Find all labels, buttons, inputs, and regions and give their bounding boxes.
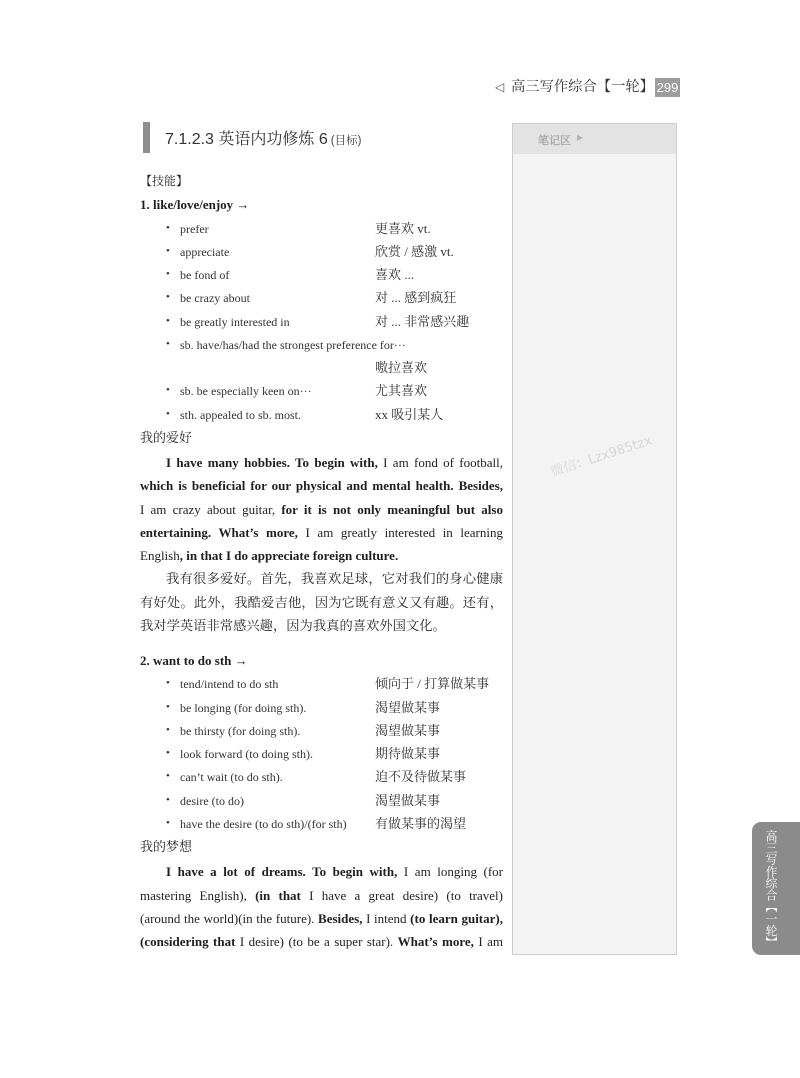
phrase-english: look forward (to doing sth). [180,747,313,761]
essay-line [140,451,503,474]
notes-label: 笔记区 [538,135,571,147]
bullet-icon [166,379,170,402]
essay-line [140,474,503,497]
phrase-english: prefer [180,221,209,236]
phrase-list [140,672,503,835]
essay-segment: which is beneficial for our physical and mental health. Besides, [140,478,503,494]
group-heading: 2. want to do sth → [140,653,248,668]
phrase-chinese: 渴望做某事 [375,699,441,715]
phrase-english: desire (to do) [180,793,244,808]
phrase-item [140,217,503,240]
essay-segment: I have many hobbies. To begin with, [166,455,378,470]
chapter-side-tab [752,822,800,955]
bullet-icon [166,742,170,765]
essay-segment: for it is not only meaningful but also [275,501,503,517]
bullet-icon [166,672,170,695]
essay-segment: mastering English), [140,887,256,903]
phrase-english: appreciate [180,244,230,259]
essay-line [140,907,503,930]
essay-line [140,498,503,521]
phrase-item [140,719,503,742]
phrase-chinese: 对 ... 感到疯狂 [375,290,457,306]
essay-segment: Besides, [318,910,363,926]
bullet-icon [166,333,170,356]
essay-segment: I am longing (for [397,864,504,880]
phrase-chinese: 尤其喜欢 [375,383,428,399]
page-number: 299 [656,80,679,95]
phrase-chinese: 倾向于 / 打算做某事 [375,676,490,692]
section-tag: (目标) [330,135,362,147]
phrase-item [140,789,503,812]
phrase-item [140,379,503,402]
phrase-group [140,193,503,637]
side-tab-label: 高三写作综合【一轮】 [764,830,778,948]
phrase-english: be thirsty (for doing sth). [180,723,301,738]
essay-line [140,884,503,907]
essay-title: 我的爱好 [140,429,193,445]
phrase-english: sth. appealed to sb. most. [180,407,301,422]
essay-title: 我的梦想 [140,839,193,854]
phrase-item [140,696,503,719]
phrase-item [140,240,503,263]
phrase-chinese: 喜欢 ... [375,267,415,282]
phrase-english: be crazy about [180,291,250,306]
essay-segment: I am [473,934,504,949]
bullet-icon [166,719,170,742]
group-heading: 1. like/love/enjoy → [140,197,250,213]
essay-segment: I have a great desire) (to travel) [300,887,503,903]
essay-segment: (around the world)(in the future). [140,910,319,926]
essay-segment: English [140,548,180,563]
phrase-item [140,310,503,333]
phrase-chinese: 期待做某事 [375,746,441,761]
bullet-icon [166,789,170,812]
phrase-chinese: 嗷拉喜欢 [375,360,428,375]
skills-label: 【技能】 [140,174,189,188]
phrase-chinese: xx 吸引某人 [375,406,444,422]
phrase-english: be longing (for doing sth). [180,700,307,715]
phrase-chinese: 更喜欢 vt. [375,220,431,236]
bullet-icon [166,696,170,719]
watermark: 微信：Lzx985tzx [549,433,654,481]
essay-segment: I have a lot of dreams. To begin with, [166,864,398,880]
notes-panel-header [513,124,676,154]
section-marker-bar [143,122,150,153]
notes-panel [512,123,677,955]
phrase-item [140,812,503,835]
bullet-icon [166,403,170,426]
section-heading [165,127,361,153]
essay-segment: (in that [255,887,301,903]
essay-segment: (to learn guitar), [410,910,503,926]
phrase-english: sb. have/has/had the strongest preference for··· [180,337,406,352]
essay-segment: I am greatly interested in learning [297,524,503,540]
essay-segment: , in that I do appreciate foreign culture. [179,548,399,563]
bullet-icon [166,812,170,835]
triangle-left-icon [495,78,509,97]
phrase-chinese: 渴望做某事 [375,792,441,808]
phrase-english: be greatly interested in [180,314,290,329]
essay-segment: I desire) (to be a super star). [235,934,398,949]
phrase-english: sb. be especially keen on··· [180,384,312,399]
bullet-icon [166,765,170,788]
phrase-chinese: 对 ... 非常感兴趣 [375,313,470,329]
phrase-group [140,649,503,953]
essay-line [140,544,503,567]
bullet-icon [166,286,170,309]
essay-segment: (considering that [140,934,236,949]
bullet-icon [166,217,170,240]
phrase-item-continuation [140,356,503,379]
phrase-chinese: 欣赏 / 感激 vt. [375,243,454,259]
essay-segment: I am fond of football, [377,455,503,470]
essay-segment: What’s more, [397,934,474,949]
phrase-item [140,403,503,426]
phrase-item [140,765,503,788]
running-header-title: 高三写作综合【一轮】 [511,79,654,95]
phrase-english: have the desire (to do sth)/(for sth) [180,816,347,831]
essay-translation: 我有很多爱好。首先，我喜欢足球，它对我们的身心健康有好处。此外，我酷爱吉他，因为它既有意义又有趣。还有，我对学英语非常感兴趣，因为我真的喜欢外国文化。 [140,571,503,633]
essay-segment: I intend [362,910,411,926]
phrase-item [140,286,503,309]
essay-paragraph [140,451,503,567]
essay-line [140,860,503,883]
phrase-item [140,672,503,695]
bullet-icon [166,240,170,263]
essay-paragraph [140,860,503,953]
essay-segment: entertaining. What’s more, [140,524,298,540]
phrase-item [140,333,503,356]
essay-line [140,521,503,544]
section-title: 7.1.2.3 英语内功修炼 6 [165,131,328,148]
bullet-icon [166,310,170,333]
phrase-item [140,742,503,765]
phrase-chinese: 有做某事的渴望 [375,815,467,831]
bullet-icon [166,263,170,286]
phrase-chinese: 迫不及待做某事 [375,769,467,785]
play-arrow-icon [577,133,583,142]
essay-segment: I am crazy about guitar, [140,501,276,517]
essay-line [140,930,503,953]
phrase-english: can’t wait (to do sth). [180,770,283,785]
phrase-item [140,263,503,286]
phrase-english: be fond of [180,268,230,282]
phrase-chinese: 渴望做某事 [375,722,441,738]
phrase-list [140,217,503,426]
main-content [140,170,503,953]
phrase-english: tend/intend to do sth [180,677,279,692]
